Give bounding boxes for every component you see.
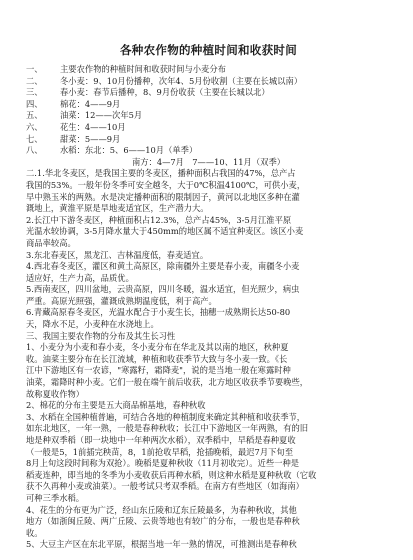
- outline-item: [26, 110, 391, 122]
- outline-item: [26, 87, 391, 99]
- paragraph-line: 4、花生的分布更为广泛，经山东丘陵和辽东丘陵最多，为春种秋收，其他: [26, 504, 297, 515]
- body-text: [26, 168, 391, 551]
- paragraph-line: 8月上旬这段时间称为双抢）。晚稻是夏种秋收（11月初收完）。近些一种是: [26, 458, 300, 469]
- outline-text: 棉花：4——9月: [60, 98, 121, 109]
- paragraph-line: 收。: [26, 527, 43, 538]
- paragraph: [26, 400, 391, 504]
- outline-item: [26, 122, 391, 134]
- paragraph-line: 4.西北春冬麦区，灌区和黄土高原区，除南疆外主要是春小麦，南疆冬小麦: [26, 261, 300, 272]
- paragraph-line: 2、棉花的分布主要是五大商品棉基地，春种秋收: [26, 400, 206, 411]
- outline-number: 八、: [26, 145, 43, 156]
- outline-number: 六、: [26, 121, 43, 132]
- paragraph-line: 油菜，霜降时种小麦。它们一般在端午前后收获，北方地区收获季节要晚些，: [26, 377, 309, 388]
- paragraph: [26, 331, 391, 401]
- outline-text: 油菜：12——次年5月: [60, 110, 143, 121]
- outline-number: 二、: [26, 75, 43, 86]
- paragraph-line: 溉地上，黄淮平原是旱地麦适宜区，生产潜力大。: [26, 203, 209, 214]
- paragraph-line: 适应好，生产力高，品质优。: [26, 272, 134, 283]
- paragraph-line: 江中下游地区有一农谚，"寒露籽，霜降麦"，说的是当地一般在寒露时种: [26, 365, 291, 376]
- paragraph-line: 三、我国主要农作物的分布及其生长习性: [26, 330, 176, 341]
- outline-number: 七、: [26, 133, 43, 144]
- outline-number: 五、: [26, 110, 43, 121]
- paragraph-line: 地是种双季稻（即一块地中一年种两次水稻），双季稻中，早稻是春种夏收: [26, 435, 296, 445]
- paragraph-line: 5、大豆主产区在东北平原，根据当地一年一熟的情况，可推测出是春种秋: [26, 539, 297, 550]
- paragraph-line: 天，降水不足，小麦种在水浇地上。: [26, 319, 159, 330]
- outline-text: 水稻：东北：5、6——10月（单季）: [60, 145, 198, 156]
- paragraph-line: 故称夏收作物）: [26, 388, 85, 399]
- crop-outline-list: [26, 64, 391, 157]
- paragraph-line: 光温水较协调，3-5月降水量大于450mm的地区属不适宜种麦区。该区小麦: [26, 226, 304, 237]
- outline-text: 主要农作物的种植时间和收获时间与小麦分布: [60, 64, 226, 74]
- outline-item: [26, 134, 391, 146]
- paragraph-line: 早中熟玉米的两熟。水是决定播种面积的限制因子，黄河以北地区多种在灌: [26, 191, 300, 202]
- outline-number: 四、: [26, 98, 43, 109]
- paragraph-line: 收。油菜主要分布在长江流域，种植和收获季节大致与冬小麦一致。《长: [26, 353, 288, 364]
- outline-item: [26, 76, 391, 88]
- outline-item: [26, 145, 391, 157]
- outline-text: 冬小麦：9、10月份播种，次年4、5月份收割（主要在长城以南）: [60, 75, 303, 86]
- paragraph-line: 1、小麦分为小麦和春小麦，冬小麦分布在华北及其以南的地区，秋种夏: [26, 342, 289, 353]
- paragraph-line: 地方（如浙闽丘陵、两广丘陵、云贵等地也有较广的分布，一般也是春种秋: [26, 516, 300, 527]
- paragraph-line: 2.长江中下游冬麦区，种植面积占12.3%，总产占45%，3-5月江淮平原: [26, 214, 292, 225]
- paragraph-line: 如东北地区，一年一熟，一般是春种秋收；长江中下游地区一年两熟，有的旧: [26, 423, 309, 434]
- paragraph-line: （一般是5，1前插完秧苗，8，1前抢收早稻，抢插晚稻，最迟7月下旬至: [26, 446, 294, 457]
- paragraph-line: 6.青藏高原春冬麦区，光温水配合于小麦生长，抽穗一成熟期长达50-80: [26, 307, 291, 318]
- page-title: 各种农作物的种植时间和收获时间: [120, 43, 297, 57]
- outline-item: [26, 99, 391, 111]
- paragraph-line: 商品率较高。: [26, 237, 76, 248]
- outline-text: 春小麦：春节后播种，8、9月份收获（主要在长城以北）: [60, 87, 270, 98]
- paragraph: [26, 168, 391, 330]
- rice-south-line: 南方：4—7月 7——10、11月（双季）: [131, 156, 286, 167]
- paragraph: [26, 505, 391, 551]
- paragraph-line: 可种三季水稻。: [26, 492, 85, 503]
- outline-text: 花生：4——10月: [60, 121, 126, 132]
- paragraph-line: 二.1.华北冬麦区，是我国主要的冬麦区，播种面积占我国的47%，总产占: [26, 168, 296, 179]
- paragraph-line: 3.东北春麦区，黑龙江、吉林温度低，春麦适宜。: [26, 249, 209, 260]
- paragraph-line: 获不久再种小麦或油菜）。一般考试只考双季稻。在南方有些地区（如海南）: [26, 481, 304, 492]
- paragraph-line: 严重。高原光照强，灌溉成熟期温度低，利于高产。: [26, 295, 217, 306]
- paragraph-line: 5.西南麦区，四川盆地，云贵高原，四川冬暖，温水适宜，但光照少，病虫: [26, 284, 300, 295]
- outline-number: 一、: [26, 64, 43, 74]
- paragraph-line: 稻麦连种，即当地的冬季为小麦收获后再种水稻，则这种水稻是夏种秋收（它收: [26, 469, 317, 480]
- paragraph-line: 3、水稻在全国种植普遍，可结合各地的种植制度来确定其种植和收获季节，: [26, 411, 306, 422]
- outline-number: 三、: [26, 87, 43, 98]
- outline-text: 甜菜：5——9月: [60, 133, 121, 144]
- outline-item: [26, 64, 391, 76]
- paragraph-line: 我国的53%。一般年份冬季可安全越冬，大于0℃积温4100℃，可供小麦，: [26, 179, 306, 190]
